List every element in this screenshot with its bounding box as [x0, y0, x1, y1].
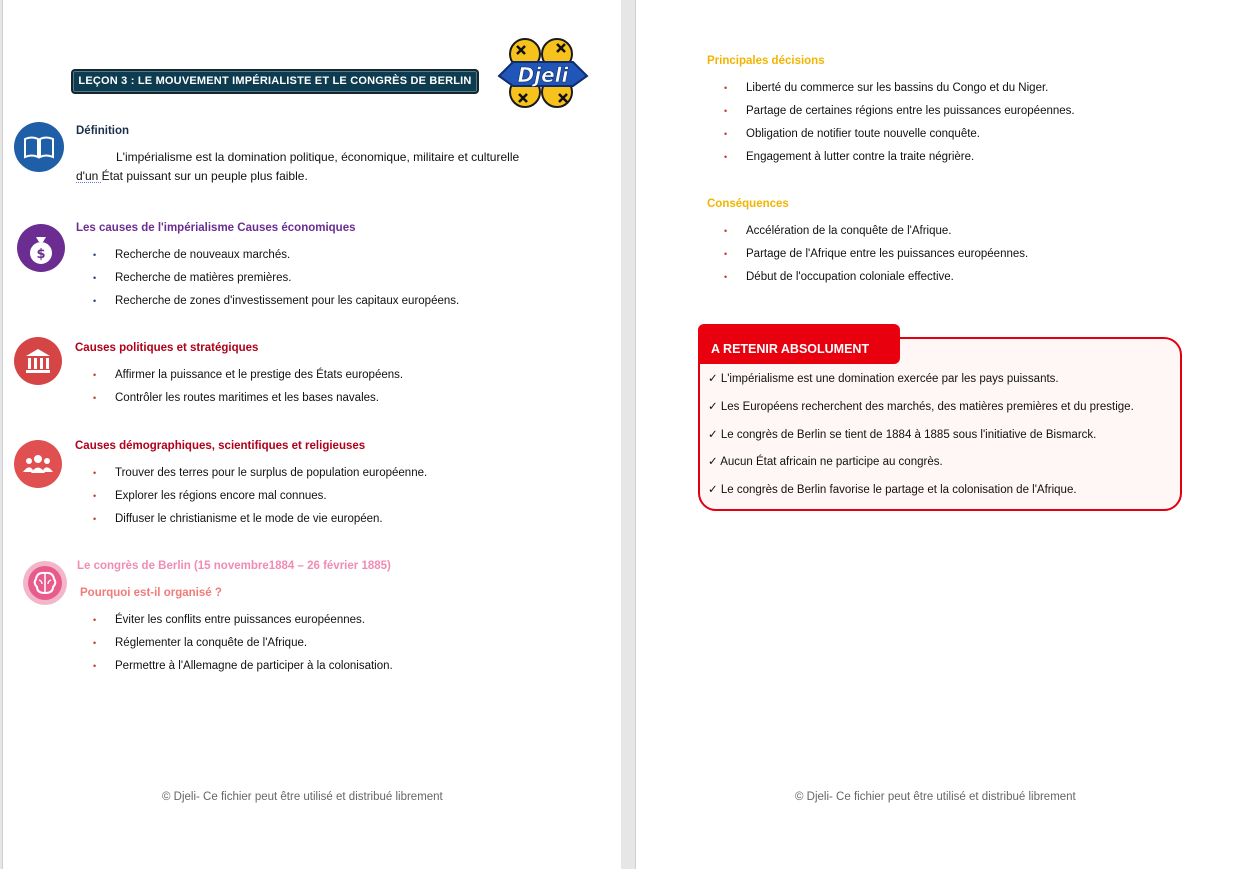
consequences-list [724, 224, 1028, 293]
list-item: • Partage de certaines régions entre les puissances européennes. [724, 104, 1075, 127]
people-group-icon [14, 440, 62, 488]
why-organized-subheading: Pourquoi est-il organisé ? [80, 587, 222, 599]
list-item: • Recherche de nouveaux marchés. [93, 248, 459, 271]
list-item: • Recherche de zones d'investissement pour les capitaux européens. [93, 294, 459, 317]
economic-causes-list [93, 248, 459, 317]
list-item: • Début de l'occupation coloniale effective. [724, 270, 1028, 293]
list-item: • Explorer les régions encore mal connues. [93, 489, 427, 512]
list-item: • Engagement à lutter contre la traite négrière. [724, 150, 1075, 173]
berlin-congress-heading: Le congrès de Berlin (15 novembre1884 – 26 février 1885) [77, 560, 391, 572]
list-item: • Réglementer la conquête de l'Afrique. [93, 636, 393, 659]
key-point-item: ✓ Les Européens recherchent des marchés, des matières premières et du prestige. [708, 401, 1134, 413]
key-points-title: A RETENIR ABSOLUMENT [698, 324, 900, 364]
list-item: • Diffuser le christianisme et le mode de vie européen. [93, 512, 427, 535]
djeli-logo [495, 32, 591, 114]
list-item: • Éviter les conflits entre puissances européennes. [93, 613, 393, 636]
key-point-item: ✓ L'impérialisme est une domination exercée par les pays puissants. [708, 373, 1059, 385]
list-item: • Recherche de matières premières. [93, 271, 459, 294]
main-decisions-list [724, 81, 1075, 173]
left-page [2, 0, 621, 869]
bank-building-icon [14, 337, 62, 385]
key-point-item: ✓ Le congrès de Berlin se tient de 1884 à 1885 sous l'initiative de Bismarck. [708, 429, 1097, 441]
svg-text:$: $ [36, 247, 46, 262]
right-page [635, 0, 1252, 869]
demographic-causes-list [93, 466, 427, 535]
list-item: • Liberté du commerce sur les bassins du Congo et du Niger. [724, 81, 1075, 104]
berlin-congress-list [93, 613, 393, 682]
list-item: • Obligation de notifier toute nouvelle conquête. [724, 127, 1075, 150]
main-decisions-heading: Principales décisions [707, 55, 825, 67]
list-item: • Trouver des terres pour le surplus de population européenne. [93, 466, 427, 489]
page-footer: © Djeli- Ce fichier peut être utilisé et distribué librement [162, 791, 443, 803]
definition-line-1: L'impérialisme est la domination politique, économique, militaire et culturelle [116, 150, 520, 164]
political-causes-list [93, 368, 403, 414]
list-item: • Permettre à l'Allemagne de participer à la colonisation. [93, 659, 393, 682]
money-bag-icon [17, 224, 65, 272]
definition-heading: Définition [76, 125, 130, 137]
spell-check-underline [76, 181, 101, 183]
list-item: • Contrôler les routes maritimes et les bases navales. [93, 391, 403, 414]
brain-icon [23, 561, 67, 605]
list-item: • Accélération de la conquête de l'Afrique. [724, 224, 1028, 247]
key-point-item: ✓ Aucun État africain ne participe au congrès. [708, 456, 943, 468]
economic-causes-heading: Les causes de l'impérialisme Causes économiques [76, 222, 356, 234]
consequences-heading: Conséquences [707, 198, 789, 210]
page-footer: © Djeli- Ce fichier peut être utilisé et distribué librement [795, 791, 1076, 803]
book-icon [14, 122, 64, 172]
definition-line-2: d'un État puissant sur un peuple plus faible. [76, 168, 308, 183]
list-item: • Affirmer la puissance et le prestige des États européens. [93, 368, 403, 391]
list-item: • Partage de l'Afrique entre les puissances européennes. [724, 247, 1028, 270]
logo-text: Djeli [517, 63, 569, 87]
lesson-title: LEÇON 3 : LE MOUVEMENT IMPÉRIALISTE ET LE CONGRÈS DE BERLIN [71, 69, 479, 94]
demographic-causes-heading: Causes démographiques, scientifiques et religieuses [75, 440, 366, 452]
definition-text [76, 148, 529, 185]
political-causes-heading: Causes politiques et stratégiques [75, 342, 259, 354]
key-point-item: ✓ Le congrès de Berlin favorise le partage et la colonisation de l'Afrique. [708, 484, 1077, 496]
